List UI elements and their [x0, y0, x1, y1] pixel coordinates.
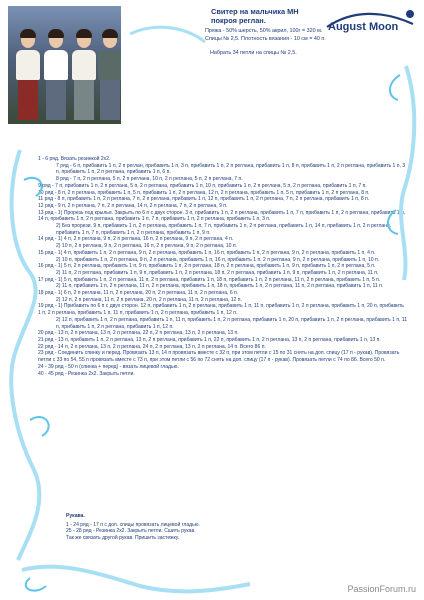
sleeves-line: 1 - 24 ряд - 17 п с доп. спицы провязать лицевой гладью.	[66, 521, 200, 528]
sleeves-line: Так же связать другой рукав. Пришить застежку.	[66, 535, 180, 542]
pattern-row: 21 ряд - 13 п, прибавить 1 п, 2 п реглана, 13 п, 2 п реглана, прибавить 1 п, 22 п, прибавить 1 п, 2 п реглана, 13 п, 2 п реглана, прибавить 1 п, 13 п.	[38, 336, 381, 343]
august-moon-logo	[322, 6, 418, 36]
pattern-row: 2) 12 п, прибавить 1 п, 2 п реглана, прибавить 1 п, 11 п, прибавить 1 п, 2 п реглана, прибавить 1 п, 20 п, прибавить 1 п, 2 п реглана, прибавить 1 п, 11 п, прибавить 1 п, 2 п реглана, прибавить 1 п, 12 п.	[56, 316, 408, 330]
pattern-row: 19 ряд - 1) Прибавить по 6 п с двух сторон. 12 п, прибавить 1 п, 2 п реглана, прибавить 1 п, 11 п, прибавить 1 п, 2 п реглана, прибавить 1 п, 20 п, прибавить 1 п, 2 п реглана, прибавить 1 п, 11 п, прибавить 1 п, 2 п реглана, прибавить 1 п, 12 п.	[38, 303, 404, 317]
pattern-row: 13 ряд - 1) Прорезь под крылья. Закрыть по 6 п с двух сторон. 3 п, прибавить 1 п, 2 п реглана, прибавить 1 п, 7 п, прибавить 1 п, 2 п реглана, прибавить 1 п, 14 п, прибавить 1 п, 2 п реглана, прибавить 1 п, 7 п, прибавить 1 п, 2 п реглана, прибавить 1 п, 3 п.	[38, 209, 406, 223]
title-line: покроя реглан.	[211, 16, 266, 25]
pattern-row: 2) 10 п, прибавить 1 п, 2 п реглана, 9 п, 2 п реглана, прибавить 1 п, 16 п, прибавить 1 п, 2 п реглана, 9 п, 2 п реглана, прибавить 1 п, 10 п.	[56, 256, 380, 263]
doll-photo	[8, 6, 121, 124]
pattern-row: 9 ряд - 7 п, прибавить 1 п, 2 п реглана, 5 п, 2 п реглана, прибавить 1 п, 10 п, прибавить 1 п, 2 п реглана, 5 п, 2 п реглана, прибавить 1 п, 7 п.	[38, 182, 367, 189]
title-line: Свитер на мальчика МН	[211, 7, 299, 16]
pattern-row: 2) Без прорези. 9 п, прибавить 1 п, 2 п реглана, прибавить 1 п, 7 п, прибавить 1 п, 2 п реглана, прибавить 1 п, 14 п, прибавить 1 п, 2 п реглана, прибавить 1 п, 7 п, прибавить 1 п, 2 п реглана, прибавить 1 п, 9 п.	[56, 223, 392, 236]
doll-figure	[44, 32, 68, 120]
pattern-row: 7 ряд - 6 п, прибавить 1 п, 2 п реглан, прибавить 1 п, 3 п, прибавить 1 п, 2 п реглана, прибавить 1 п, 8 п, прибавить 1 п, 2 п реглана, прибавить 1 п, 3 п, прибавить 1 п, 2 п реглана, прибавить 1 п, 6 п.	[56, 162, 406, 176]
watermark: PassionForum.ru	[347, 584, 416, 594]
sleeves-line: 25 - 28 ряд - Резинка 2х2. Закрыть петли. Сшить рукав.	[66, 528, 196, 535]
pattern-row: 20 ряд - 13 п, 2 п реглана, 13 п, 2 п реглана, 22 п, 2 п реглана, 13 п, 2 п реглана, 13 п.	[38, 330, 239, 337]
pattern-row: 40 - 45 ряд - Резинка 2х2. Закрыть петли.	[38, 370, 135, 377]
logo-text: August Moon	[328, 21, 399, 33]
pattern-row: 24 - 39 ряд - 50 п (спинка + перед) - вязать лицевой гладью.	[38, 363, 179, 370]
pattern-row: 22 ряд - 14 п, 2 п реглана, 13 п, 2 п реглана, 24 п, 2 п реглана, 13 п, 2 п реглана, 14 п. Всего 86 п.	[38, 343, 266, 350]
pattern-row: 11 ряд - 8 п, прибавить 1 п, 2 п реглана, 7 п, 2 п реглана, прибавить 1 п, 12 п, прибавить 1 п, 2 п реглана, 7 п, 2 п реглана, прибавить 1 п, 8 п.	[38, 196, 370, 203]
doll-figure	[98, 32, 121, 120]
cast-on-line: Набрать 34 петли на спицы № 2,5.	[210, 50, 297, 56]
pattern-body	[38, 156, 408, 377]
pattern-row: 2) 12 п, 2 п реглана, 11 п, 2 п реглана, 20 п, 2 п реглана, 11 п, 2 п реглана, 12 п.	[56, 296, 242, 303]
pattern-row: 2) 11 п, прибавить 1 п, 2 п реглана, 11 п, 2 п реглана, прибавить 1 п, 18 п, прибавить 1 п, 2 п реглана, 11 п, 2 п реглана, прибавить 1 п, 11 п.	[56, 283, 384, 290]
pattern-title	[211, 7, 331, 25]
pattern-row: 10 ряд - 8 п, 2 п реглана, прибавить 1 п, 5 п, прибавить 1 п, 2 п реглана, 12 п, 2 п реглана, прибавить 1 п, 5 п, прибавить 1 п, 2 п реглана, 8 п.	[38, 189, 370, 196]
sleeves-title: Рукава.	[66, 513, 85, 519]
pattern-row: 1 - 6 ряд. Вязать резинкой 2х2.	[38, 156, 111, 162]
pattern-row: 23 ряд - Соединить спинку и перед. Провязать 13 п, 14 п провязать вместе с 32 п, при этом петли с 15 по 31 снять на доп. спицу (17 п - рукав). Провязать петли с 33 по 54, 55 п провязать вместе с 73 п, при этом петли с 56 по 72 снять на доп. спицу (17 п - рукав). Провязать петли с 74 по 86. Всего 50 п.	[38, 350, 400, 364]
pattern-row: 18 ряд - 1) 6 п, 2 п реглана, 11 п, 2 п реглана, 20 п, 2 п реглана, 11 п, 2 п реглана, 6 п.	[38, 290, 239, 297]
pattern-row: 14 ряд - 1) 4 п, 2 п реглана, 9 п, 2 п реглана, 16 п, 2 п реглана, 9 п, 2 п реглана, 4 п.	[38, 236, 234, 243]
materials-line: Спицы № 2,5. Плотность вязания - 10 см = 40 п.	[205, 36, 326, 42]
sleeves-section	[66, 513, 326, 542]
doll-figure	[16, 32, 40, 120]
pattern-row: 8 ряд - 7 п, 2 п реглана, 5 п, 2 п реглана, 10 п, 2 п реглана, 5 п, 2 п реглана, 7 п.	[56, 176, 243, 183]
materials-line: Пряжа - 50% шерсть, 50% акрил, 100г = 320 м.	[205, 28, 323, 34]
pattern-row: 16 ряд - 1) 5 п, 2 п реглана, прибавить 1 п, 9 п, прибавить 1 п, 2 п реглана, 18 п, 2 п реглана, прибавить 1 п, 9 п, прибавить 1 п, 2 п реглана, 5 п.	[38, 263, 376, 270]
pattern-row: 2) 10 п, 2 п реглана, 9 п, 2 п реглана, 16 п, 2 п реглана, 9 п, 2 п реглана, 10 п.	[56, 243, 237, 250]
doll-figure	[72, 32, 96, 120]
pattern-row: 15 ряд - 1) 4 п, прибавить 1 п, 2 п реглана, 9 п, 2 п реглана, прибавить 1 п, 16 п, прибавить 1 п, 2 п реглана, 9 п, 2 п реглана, прибавить 1 п, 4 п.	[38, 249, 376, 256]
pattern-row: 2) 11 п, 2 п реглана, прибавить 1 п, 9 п, прибавить 1 п, 2 п реглана, 18 п, 2 п реглана, прибавить 1 п, 9 п, прибавить 1 п, 2 п реглана, 11 п.	[56, 269, 379, 276]
moon-icon	[406, 10, 414, 18]
pattern-row: 17 ряд - 1) 5 п, прибавить 1 п, 2 п реглана, 11 п, 2 п реглана, прибавить 1 п, 18 п, прибавить 1 п, 2 п реглана, 11 п, 2 п реглана, прибавить 1 п, 5 п.	[38, 276, 381, 283]
pattern-row: 12 ряд - 9 п, 2 п реглана, 7 п, 2 п реглана, 14 п, 2 п реглана, 7 п, 2 п реглана, 9 п.	[38, 202, 228, 209]
